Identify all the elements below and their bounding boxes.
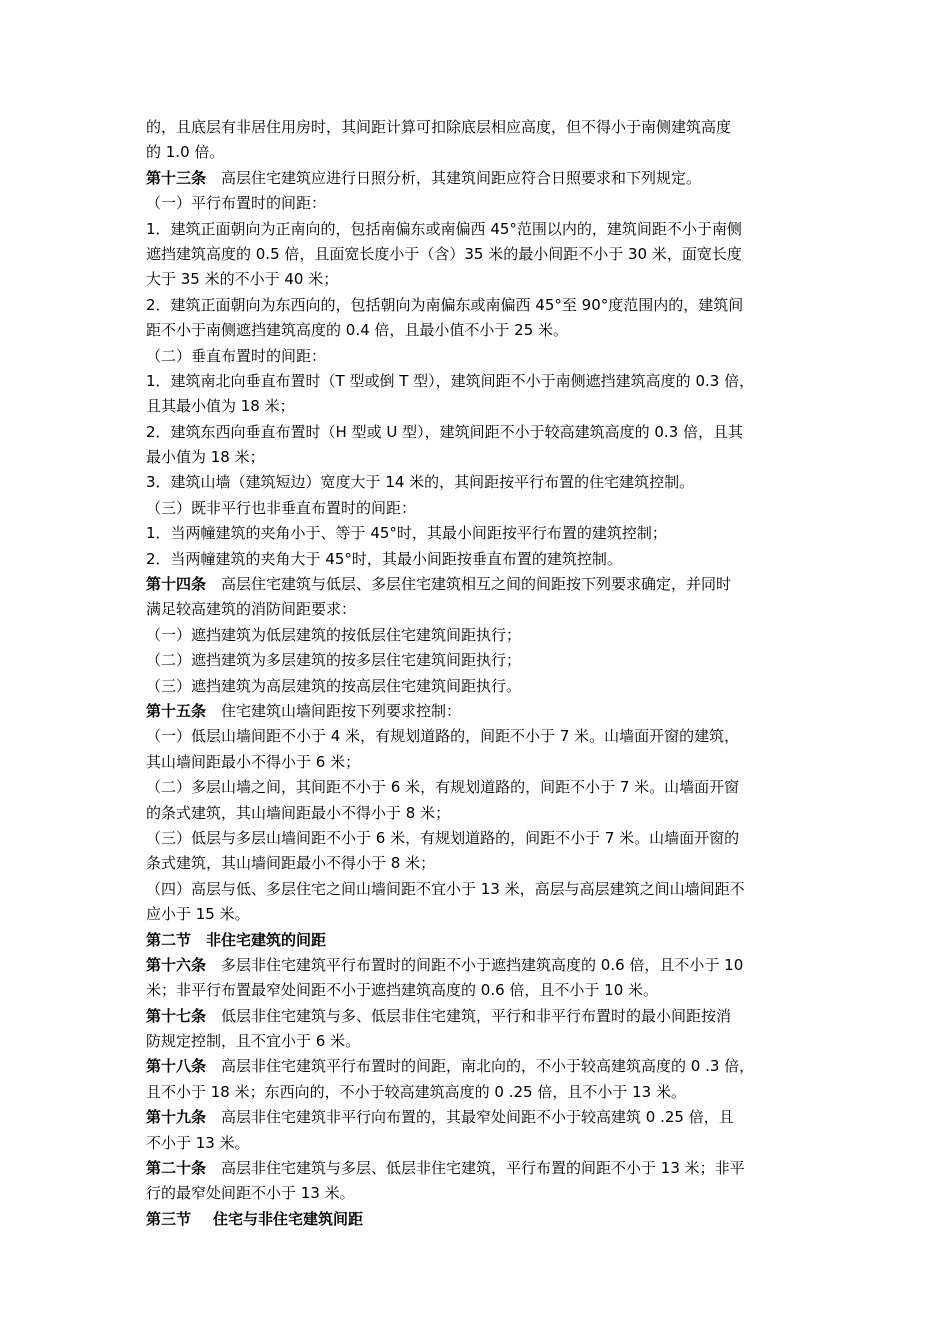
document-page xyxy=(146,115,810,1232)
text-line: 应小于 15 米。 xyxy=(146,905,250,924)
text-line: 的条式建筑，其山墙间距最小不得小于 8 米； xyxy=(146,803,451,822)
section-number: 第二节 xyxy=(146,930,192,949)
article-line xyxy=(146,1156,810,1181)
article-line xyxy=(146,1054,810,1079)
article-line xyxy=(146,1105,810,1130)
article-line xyxy=(146,572,810,597)
text-line: 不小于 13 米。 xyxy=(146,1133,250,1152)
text-line: 其山墙间距最小不得小于 6 米； xyxy=(146,752,361,771)
text-line: （一）平行布置时的间距： xyxy=(146,194,327,213)
article-heading: 第十六条 xyxy=(146,955,207,974)
text-line: （二）遮挡建筑为多层建筑的按多层住宅建筑间距执行； xyxy=(146,651,522,670)
text-line: 且其最小值为 18 米； xyxy=(146,397,295,416)
text-line: （二）垂直布置时的间距： xyxy=(146,346,327,365)
text-line: 距不小于南侧遮挡建筑高度的 0.4 倍，且最小值不小于 25 米。 xyxy=(146,321,569,340)
text-line: 且不小于 18 米；东西向的，不小于较高建筑高度的 0 .25 倍，且不小于 13 米。 xyxy=(146,1082,686,1101)
article-text: 多层非住宅建筑平行布置时的间距不小于遮挡建筑高度的 0.6 倍，且不小于 10 xyxy=(221,955,744,974)
article-text: 高层住宅建筑应进行日照分析，其建筑间距应符合日照要求和下列规定。 xyxy=(221,168,702,187)
section-number: 第三节 xyxy=(146,1209,192,1228)
article-text: 住宅建筑山墙间距按下列要求控制： xyxy=(221,701,462,720)
article-text: 低层非住宅建筑与多、低层非住宅建筑，平行和非平行布置时的最小间距按消 xyxy=(221,1006,732,1025)
text-line: 条式建筑，其山墙间距最小不得小于 8 米； xyxy=(146,854,436,873)
section-title: 住宅与非住宅建筑间距 xyxy=(213,1209,364,1228)
article-text: 高层非住宅建筑平行布置时的间距，南北向的，不小于较高建筑高度的 0 .3 倍， xyxy=(221,1057,755,1076)
text-line: 行的最窄处间距不小于 13 米。 xyxy=(146,1184,355,1203)
text-line: （三）既非平行也非垂直布置时的间距： xyxy=(146,498,417,517)
section-heading xyxy=(146,928,810,953)
article-heading: 第十四条 xyxy=(146,575,207,594)
text-line: 3．建筑山墙（建筑短边）宽度大于 14 米的，其间距按平行布置的住宅建筑控制。 xyxy=(146,473,695,492)
article-line xyxy=(146,1004,810,1029)
section-title: 非住宅建筑的间距 xyxy=(206,930,327,949)
text-line: （三）低层与多层山墙间距不小于 6 米，有规划道路的，间距不小于 7 米。山墙面开窗的 xyxy=(146,828,740,847)
text-line: （一）遮挡建筑为低层建筑的按低层住宅建筑间距执行； xyxy=(146,625,522,644)
article-line xyxy=(146,699,810,724)
article-line xyxy=(146,166,810,191)
text-line: 防规定控制，且不宜小于 6 米。 xyxy=(146,1032,361,1051)
text-line: （四）高层与低、多层住宅之间山墙间距不宜小于 13 米，高层与高层建筑之间山墙间距不 xyxy=(146,879,745,898)
text-line: 大于 35 米的不小于 40 米； xyxy=(146,270,339,289)
text-line: 2．当两幢建筑的夹角大于 45°时，其最小间距按垂直布置的建筑控制。 xyxy=(146,549,622,568)
text-line: 满足较高建筑的消防间距要求： xyxy=(146,600,357,619)
article-text: 高层住宅建筑与低层、多层住宅建筑相互之间的间距按下列要求确定，并同时 xyxy=(221,575,732,594)
text-line: （二）多层山墙之间，其间距不小于 6 米，有规划道路的，间距不小于 7 米。山墙面开窗 xyxy=(146,778,740,797)
article-text: 高层非住宅建筑与多层、低层非住宅建筑，平行布置的间距不小于 13 米；非平 xyxy=(221,1159,745,1178)
article-line xyxy=(146,953,810,978)
text-line: 2．建筑东西向垂直布置时（H 型或 U 型），建筑间距不小于较高建筑高度的 0.3 倍，且其 xyxy=(146,422,744,441)
article-heading: 第十五条 xyxy=(146,701,207,720)
section-heading xyxy=(146,1207,810,1232)
article-heading: 第十八条 xyxy=(146,1057,207,1076)
text-line: 2．建筑正面朝向为东西向的，包括朝向为南偏东或南偏西 45°至 90°度范围内的，建筑间 xyxy=(146,295,744,314)
text-line: 遮挡建筑高度的 0.5 倍，且面宽长度小于（含）35 米的最小间距不小于 30 米，面宽长度 xyxy=(146,244,742,263)
text-line: （一）低层山墙间距不小于 4 米，有规划道路的，间距不小于 7 米。山墙面开窗的建筑， xyxy=(146,727,740,746)
text-line: （三）遮挡建筑为高层建筑的按高层住宅建筑间距执行。 xyxy=(146,676,522,695)
article-text: 高层非住宅建筑非平行向布置的，其最窄处间距不小于较高建筑 0 .25 倍，且 xyxy=(221,1108,734,1127)
article-heading: 第十三条 xyxy=(146,168,207,187)
text-line: 米；非平行布置最窄处间距不小于遮挡建筑高度的 0.6 倍，且不小于 10 米。 xyxy=(146,981,659,1000)
text-line: 的 1.0 倍。 xyxy=(146,143,225,162)
text-line: 最小值为 18 米； xyxy=(146,448,265,467)
article-heading: 第十七条 xyxy=(146,1006,207,1025)
text-line: 1．当两幢建筑的夹角小于、等于 45°时，其最小间距按平行布置的建筑控制； xyxy=(146,524,667,543)
text-line: 的，且底层有非居住用房时，其间距计算可扣除底层相应高度，但不得小于南侧建筑高度 xyxy=(146,118,732,136)
article-heading: 第十九条 xyxy=(146,1108,207,1127)
text-line: 1．建筑正面朝向为正南向的，包括南偏东或南偏西 45°范围以内的，建筑间距不小于南侧 xyxy=(146,219,742,238)
text-line: 1．建筑南北向垂直布置时（T 型或倒 T 型），建筑间距不小于南侧遮挡建筑高度的 0.3 倍， xyxy=(146,371,755,390)
article-heading: 第二十条 xyxy=(146,1159,207,1178)
